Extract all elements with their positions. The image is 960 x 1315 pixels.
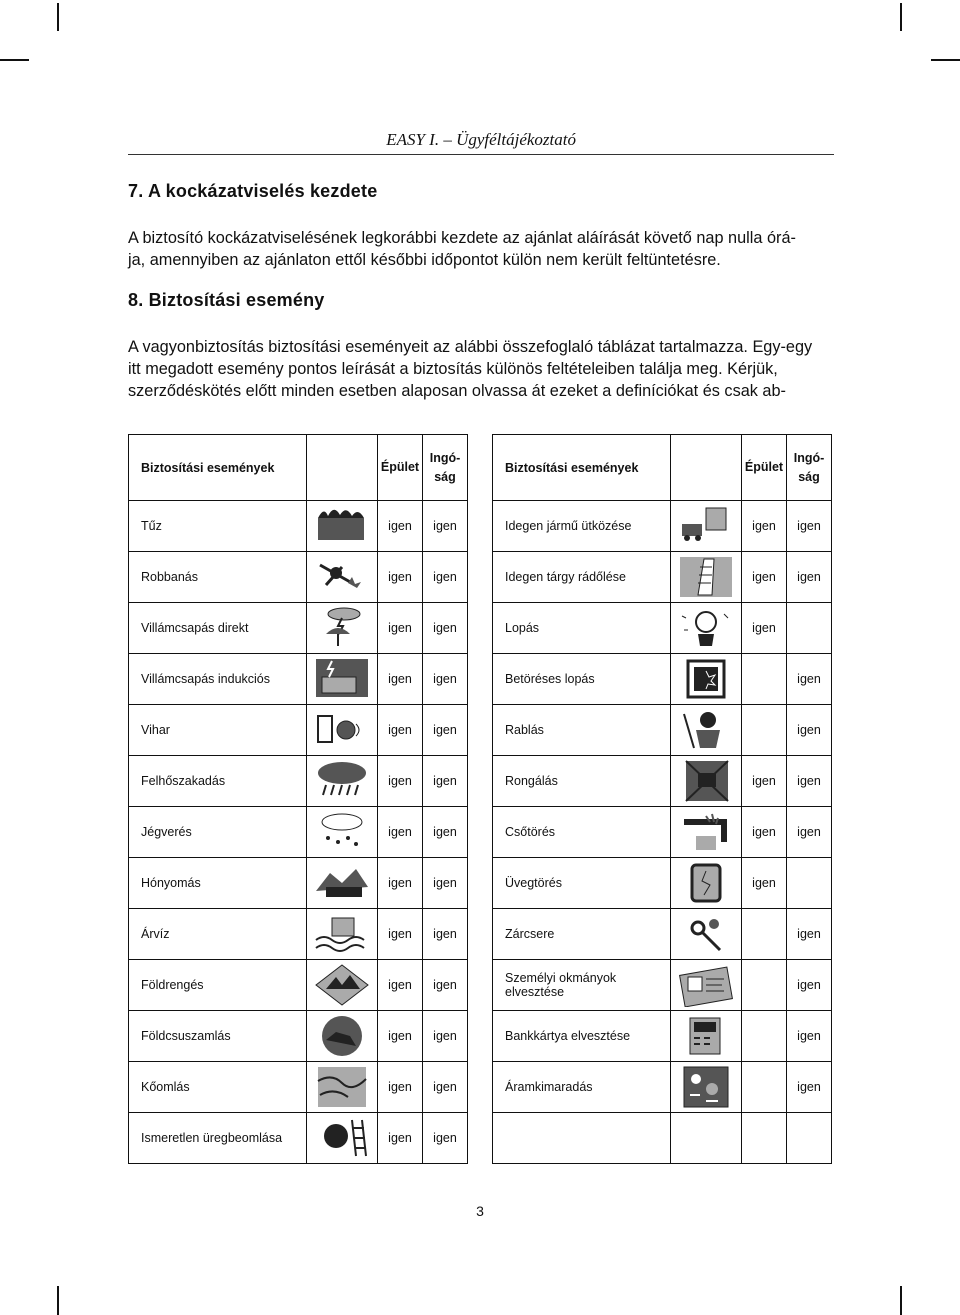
building-covered: igen xyxy=(378,1011,423,1062)
event-picture xyxy=(307,654,378,705)
contents-covered: igen xyxy=(787,807,832,858)
header-building: Épület xyxy=(378,435,423,501)
induction-lightning-icon xyxy=(312,657,372,701)
crop-mark xyxy=(57,3,59,31)
building-covered xyxy=(742,909,787,960)
event-name: Bankkártya elvesztése xyxy=(493,1011,671,1062)
keys-icon xyxy=(676,912,736,956)
column-gap xyxy=(468,654,493,705)
table-row xyxy=(129,654,832,705)
column-gap xyxy=(468,1113,493,1164)
table-row xyxy=(129,1011,832,1062)
building-covered: igen xyxy=(378,603,423,654)
table-row xyxy=(129,501,832,552)
column-gap xyxy=(468,1011,493,1062)
building-covered: igen xyxy=(378,1113,423,1164)
header-icon xyxy=(671,435,742,501)
earthquake-icon xyxy=(312,963,372,1007)
event-picture xyxy=(671,756,742,807)
bank-card-icon xyxy=(676,1014,736,1058)
contents-covered: igen xyxy=(423,603,468,654)
event-name xyxy=(493,1113,671,1164)
event-name: Lopás xyxy=(493,603,671,654)
page-number: 3 xyxy=(476,1203,484,1219)
event-picture xyxy=(671,705,742,756)
column-gap xyxy=(468,858,493,909)
column-gap xyxy=(468,807,493,858)
crop-mark xyxy=(931,59,960,61)
paragraph-line: A biztosító kockázatviselésének legkorábbi kezdete az ajánlat aláírását követő nap nulla órá- xyxy=(128,229,796,247)
column-gap xyxy=(468,705,493,756)
contents-covered: igen xyxy=(787,1011,832,1062)
building-covered: igen xyxy=(742,756,787,807)
running-header xyxy=(128,130,834,155)
event-name: Ismeretlen üregbeomlása xyxy=(129,1113,307,1164)
contents-covered: igen xyxy=(787,552,832,603)
event-name: Személyi okmányok elvesztése xyxy=(493,960,671,1011)
contents-covered: igen xyxy=(423,1011,468,1062)
broken-glass-icon xyxy=(676,861,736,905)
building-covered: igen xyxy=(378,654,423,705)
event-picture xyxy=(671,1113,742,1164)
building-covered: igen xyxy=(378,909,423,960)
contents-covered: igen xyxy=(423,858,468,909)
paragraph-line: itt megadott esemény pontos leírását a biztosítás különös feltételeiben találja meg. Kérjük, xyxy=(128,360,778,378)
table-row xyxy=(129,603,832,654)
contents-covered: igen xyxy=(423,501,468,552)
event-name: Árvíz xyxy=(129,909,307,960)
building-covered: igen xyxy=(378,756,423,807)
building-covered: igen xyxy=(378,960,423,1011)
event-name: Csőtörés xyxy=(493,807,671,858)
cloudburst-icon xyxy=(312,759,372,803)
building-covered: igen xyxy=(378,1062,423,1113)
event-name: Idegen jármű ütközése xyxy=(493,501,671,552)
event-picture xyxy=(671,909,742,960)
event-name: Földcsuszamlás xyxy=(129,1011,307,1062)
lightning-umbrella-icon xyxy=(312,606,372,650)
insured-events-table xyxy=(128,434,832,1164)
event-name: Betöréses lopás xyxy=(493,654,671,705)
contents-covered: igen xyxy=(787,654,832,705)
contents-covered: igen xyxy=(787,501,832,552)
contents-covered: igen xyxy=(423,960,468,1011)
header-contents: Ingó- ság xyxy=(423,435,468,501)
building-covered xyxy=(742,960,787,1011)
event-picture xyxy=(671,501,742,552)
event-picture xyxy=(307,1062,378,1113)
column-gap xyxy=(468,552,493,603)
column-gap xyxy=(468,1062,493,1113)
table-row xyxy=(129,756,832,807)
snow-load-icon xyxy=(312,861,372,905)
building-covered: igen xyxy=(378,858,423,909)
paragraph-line: ja, amennyiben az ajánlaton ettől későbbi időpontot külön nem került feltüntetésre. xyxy=(128,251,721,269)
event-picture xyxy=(307,756,378,807)
table-row xyxy=(129,858,832,909)
flood-icon xyxy=(312,912,372,956)
event-name: Földrengés xyxy=(129,960,307,1011)
table-row xyxy=(129,909,832,960)
event-picture xyxy=(671,552,742,603)
contents-covered xyxy=(787,1113,832,1164)
pipe-burst-icon xyxy=(676,810,736,854)
building-covered: igen xyxy=(378,705,423,756)
header-event: Biztosítási események xyxy=(493,435,671,501)
event-picture xyxy=(671,1011,742,1062)
contents-covered: igen xyxy=(787,960,832,1011)
event-picture xyxy=(307,1113,378,1164)
event-picture xyxy=(307,501,378,552)
building-covered xyxy=(742,1062,787,1113)
event-picture xyxy=(671,858,742,909)
header-contents: Ingó- ság xyxy=(787,435,832,501)
event-picture xyxy=(671,1062,742,1113)
crop-mark xyxy=(0,59,29,61)
table-row xyxy=(129,807,832,858)
column-gap xyxy=(468,909,493,960)
crop-mark xyxy=(57,1286,59,1315)
crop-mark xyxy=(900,3,902,31)
explosion-icon xyxy=(312,555,372,599)
crop-mark xyxy=(900,1286,902,1315)
storm-icon xyxy=(312,708,372,752)
building-covered: igen xyxy=(378,552,423,603)
paragraph-line: szerződéskötés előtt minden esetben alaposan olvassa át ezeket a definíciókat és csak ab- xyxy=(128,382,786,400)
event-name: Zárcsere xyxy=(493,909,671,960)
vehicle-collision-icon xyxy=(676,504,736,548)
event-name: Jégverés xyxy=(129,807,307,858)
building-covered xyxy=(742,1113,787,1164)
contents-covered: igen xyxy=(787,909,832,960)
event-name: Tűz xyxy=(129,501,307,552)
header-event: Biztosítási események xyxy=(129,435,307,501)
table-header-row xyxy=(129,435,832,501)
event-name: Rablás xyxy=(493,705,671,756)
thief-icon xyxy=(676,606,736,650)
column-gap xyxy=(468,960,493,1011)
fire-icon xyxy=(312,504,372,548)
column-gap xyxy=(468,435,493,501)
header-icon xyxy=(307,435,378,501)
broken-safe-icon xyxy=(676,657,736,701)
building-covered: igen xyxy=(742,501,787,552)
running-header-title: EASY I. – Ügyféltájékoztató xyxy=(386,130,576,149)
cave-in-icon xyxy=(312,1116,372,1160)
table-row xyxy=(129,1062,832,1113)
event-name: Üvegtörés xyxy=(493,858,671,909)
event-name: Idegen tárgy rádőlése xyxy=(493,552,671,603)
event-picture xyxy=(671,807,742,858)
building-covered: igen xyxy=(742,552,787,603)
event-picture xyxy=(671,654,742,705)
section-8-paragraph xyxy=(128,336,834,402)
event-name: Villámcsapás direkt xyxy=(129,603,307,654)
contents-covered: igen xyxy=(423,807,468,858)
event-name: Felhőszakadás xyxy=(129,756,307,807)
building-covered: igen xyxy=(378,501,423,552)
contents-covered xyxy=(787,858,832,909)
contents-covered: igen xyxy=(423,756,468,807)
table-row xyxy=(129,1113,832,1164)
event-picture xyxy=(307,807,378,858)
contents-covered: igen xyxy=(423,552,468,603)
event-name: Áramkimaradás xyxy=(493,1062,671,1113)
leaning-tower-icon xyxy=(676,555,736,599)
building-covered xyxy=(742,654,787,705)
table-row xyxy=(129,552,832,603)
event-picture xyxy=(307,552,378,603)
section-7-heading: 7. A kockázatviselés kezdete xyxy=(128,181,378,201)
event-name: Villámcsapás indukciós xyxy=(129,654,307,705)
contents-covered xyxy=(787,603,832,654)
building-covered xyxy=(742,705,787,756)
event-picture xyxy=(307,603,378,654)
event-picture xyxy=(671,603,742,654)
event-picture xyxy=(307,909,378,960)
event-name: Kőomlás xyxy=(129,1062,307,1113)
event-picture xyxy=(307,705,378,756)
header-building: Épület xyxy=(742,435,787,501)
building-covered: igen xyxy=(742,603,787,654)
contents-covered: igen xyxy=(787,705,832,756)
event-picture xyxy=(671,960,742,1011)
landslide-icon xyxy=(312,1014,372,1058)
id-documents-icon xyxy=(676,963,736,1007)
paragraph-line: A vagyonbiztosítás biztosítási eseményeit az alábbi összefoglaló táblázat tartalmazza. Egy-egy xyxy=(128,338,813,356)
section-7-paragraph xyxy=(128,227,834,271)
table-row xyxy=(129,705,832,756)
column-gap xyxy=(468,756,493,807)
building-covered: igen xyxy=(742,858,787,909)
building-covered xyxy=(742,1011,787,1062)
rockfall-icon xyxy=(312,1065,372,1109)
contents-covered: igen xyxy=(787,756,832,807)
event-name: Robbanás xyxy=(129,552,307,603)
column-gap xyxy=(468,501,493,552)
hail-icon xyxy=(312,810,372,854)
contents-covered: igen xyxy=(787,1062,832,1113)
contents-covered: igen xyxy=(423,1062,468,1113)
section-8-heading: 8. Biztosítási esemény xyxy=(128,290,325,310)
column-gap xyxy=(468,603,493,654)
contents-covered: igen xyxy=(423,654,468,705)
event-picture xyxy=(307,858,378,909)
event-picture xyxy=(307,960,378,1011)
contents-covered: igen xyxy=(423,705,468,756)
event-picture xyxy=(307,1011,378,1062)
table-row xyxy=(129,960,832,1011)
event-name: Rongálás xyxy=(493,756,671,807)
contents-covered: igen xyxy=(423,909,468,960)
vandalism-icon xyxy=(676,759,736,803)
robbery-icon xyxy=(676,708,736,752)
power-outage-icon xyxy=(676,1065,736,1109)
building-covered: igen xyxy=(742,807,787,858)
building-covered: igen xyxy=(378,807,423,858)
contents-covered: igen xyxy=(423,1113,468,1164)
event-name: Vihar xyxy=(129,705,307,756)
event-name: Hónyomás xyxy=(129,858,307,909)
